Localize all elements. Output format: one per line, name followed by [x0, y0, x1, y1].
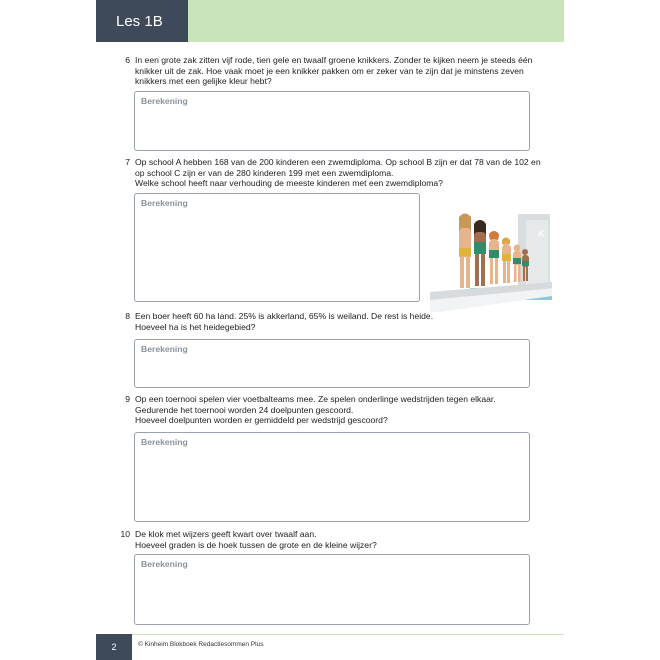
question-text: De klok met wijzers geeft kwart over twaalf aan. Hoeveel graden is de hoek tussen de grote en de kleine wijzer?	[135, 529, 377, 550]
footer-credit: © Kinheim Blokboek Redactiesommen Plus	[138, 641, 264, 648]
page-number: 2	[111, 642, 117, 652]
lesson-tab	[96, 0, 188, 42]
lesson-title: Les 1B	[116, 12, 163, 30]
question-number: 10	[120, 529, 130, 539]
question-text: Op school A hebben 168 van de 200 kinderen een zwemdiploma. Op school B zijn er dat 78 van de 102 en op school C zijn er van de 280 kinderen 199 met een zwemdiploma. Welke school heeft naar verhouding de meeste kinderen met een zwemdiploma?	[135, 157, 541, 189]
box-label: Berekening	[141, 437, 188, 447]
swimmers-illustration	[430, 212, 552, 312]
box-label: Berekening	[141, 198, 188, 208]
answer-box[interactable]	[134, 554, 530, 625]
question-number: 7	[125, 157, 130, 167]
child-figure	[474, 220, 486, 286]
question-text: Op een toernooi spelen vier voetbalteams mee. Ze spelen onderlinge wedstrijden tegen elkaar. Gedurende het toernooi worden 24 doelpunten gescoord. Hoeveel doelpunten worden er gemiddeld per wedstrijd gescoord?	[135, 394, 496, 426]
question-text: Een boer heeft 60 ha land. 25% is akkerland, 65% is weiland. De rest is heide. Hoeveel ha is het heidegebied?	[135, 311, 434, 332]
child-figure	[502, 238, 511, 284]
child-figure	[489, 231, 499, 284]
answer-box[interactable]	[134, 432, 530, 522]
answer-box[interactable]	[134, 193, 420, 302]
child-figure	[459, 214, 471, 289]
question-number: 8	[125, 311, 130, 321]
box-label: Berekening	[141, 344, 188, 354]
question-number: 6	[125, 55, 130, 65]
question-text: In een grote zak zitten vijf rode, tien gele en twaalf groene knikkers. Zonder te kijken neem je steeds één knikker uit de zak. Hoe vaak moet je een knikker pakken om er zeker van te zijn dat je minstens zeven knikkers met een gelijke kleur hebt?	[135, 55, 533, 87]
sign-letter: K	[538, 229, 545, 240]
answer-box[interactable]	[134, 339, 530, 388]
answer-box[interactable]	[134, 91, 530, 151]
footer-divider	[132, 634, 564, 635]
page-number-tab	[96, 634, 132, 660]
question-number: 9	[125, 394, 130, 404]
box-label: Berekening	[141, 96, 188, 106]
box-label: Berekening	[141, 559, 188, 569]
header-band	[188, 0, 564, 42]
